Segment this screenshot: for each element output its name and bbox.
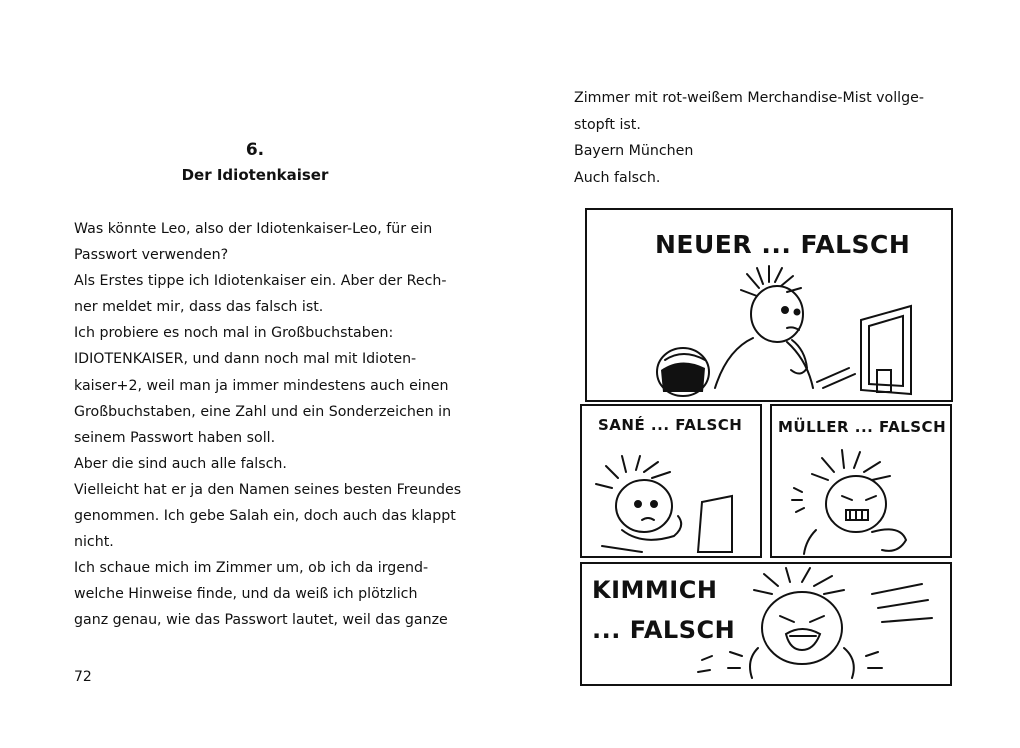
boy-screaming-illustration [582, 564, 950, 684]
text-line: Ich schaue mich im Zimmer um, ob ich da irgend- [74, 560, 429, 577]
text-line: ganz genau, wie das Passwort lautet, weil das ganze [74, 612, 448, 629]
text-line: Auch falsch. [574, 169, 661, 186]
text-line: nicht. [74, 534, 114, 551]
right-body-text [574, 85, 994, 191]
boy-thinking-illustration [582, 406, 760, 556]
panel-caption: MÜLLER ... FALSCH [778, 418, 947, 436]
comic-panel-sane [580, 404, 762, 558]
comic-panel-mueller [770, 404, 952, 558]
text-line: kaiser+2, weil man ja immer mindestens auch einen [74, 377, 449, 394]
text-line: ner meldet mir, dass das falsch ist. [74, 299, 324, 316]
chapter-title: Der Idiotenkaiser [181, 166, 329, 184]
comic-panel-kimmich [580, 562, 952, 686]
panel-caption: SANÉ ... FALSCH [598, 416, 743, 434]
text-line: Vielleicht hat er ja den Namen seines besten Freundes [74, 481, 462, 498]
text-line: IDIOTENKAISER, und dann noch mal mit Idioten- [74, 351, 417, 368]
boy-angry-illustration [772, 406, 950, 556]
text-line: Als Erstes tippe ich Idiotenkaiser ein. Aber der Rech- [74, 273, 447, 290]
text-line: Bayern München [574, 143, 694, 159]
text-line: Aber die sind auch alle falsch. [74, 455, 287, 472]
panel-caption: ... FALSCH [592, 616, 736, 644]
panel-caption: KIMMICH [592, 576, 718, 604]
text-line: welche Hinweise finde, und da weiß ich plötzlich [74, 586, 418, 603]
text-line: genommen. Ich gebe Salah ein, doch auch das klappt [74, 508, 456, 525]
page-number: 72 [74, 669, 92, 685]
text-line: Passwort verwenden? [74, 247, 229, 264]
panel-caption: NEUER ... FALSCH [655, 230, 911, 259]
text-line: Zimmer mit rot-weißem Merchandise-Mist vollge- [574, 90, 924, 106]
body-text [74, 216, 462, 634]
text-line: Großbuchstaben, eine Zahl und ein Sonderzeichen in [74, 403, 452, 420]
text-line: seinem Passwort haben soll. [74, 429, 276, 446]
boy-at-computer-illustration [587, 210, 951, 400]
text-line: Was könnte Leo, also der Idiotenkaiser-Leo, für ein [74, 221, 433, 237]
chapter-number: 6. [245, 140, 265, 160]
right-page [510, 0, 1020, 748]
comic-panel-neuer [585, 208, 953, 402]
comic-strip [570, 206, 1020, 706]
text-line: stopft ist. [574, 116, 641, 133]
text-line: Ich probiere es noch mal in Großbuchstaben: [74, 325, 394, 342]
